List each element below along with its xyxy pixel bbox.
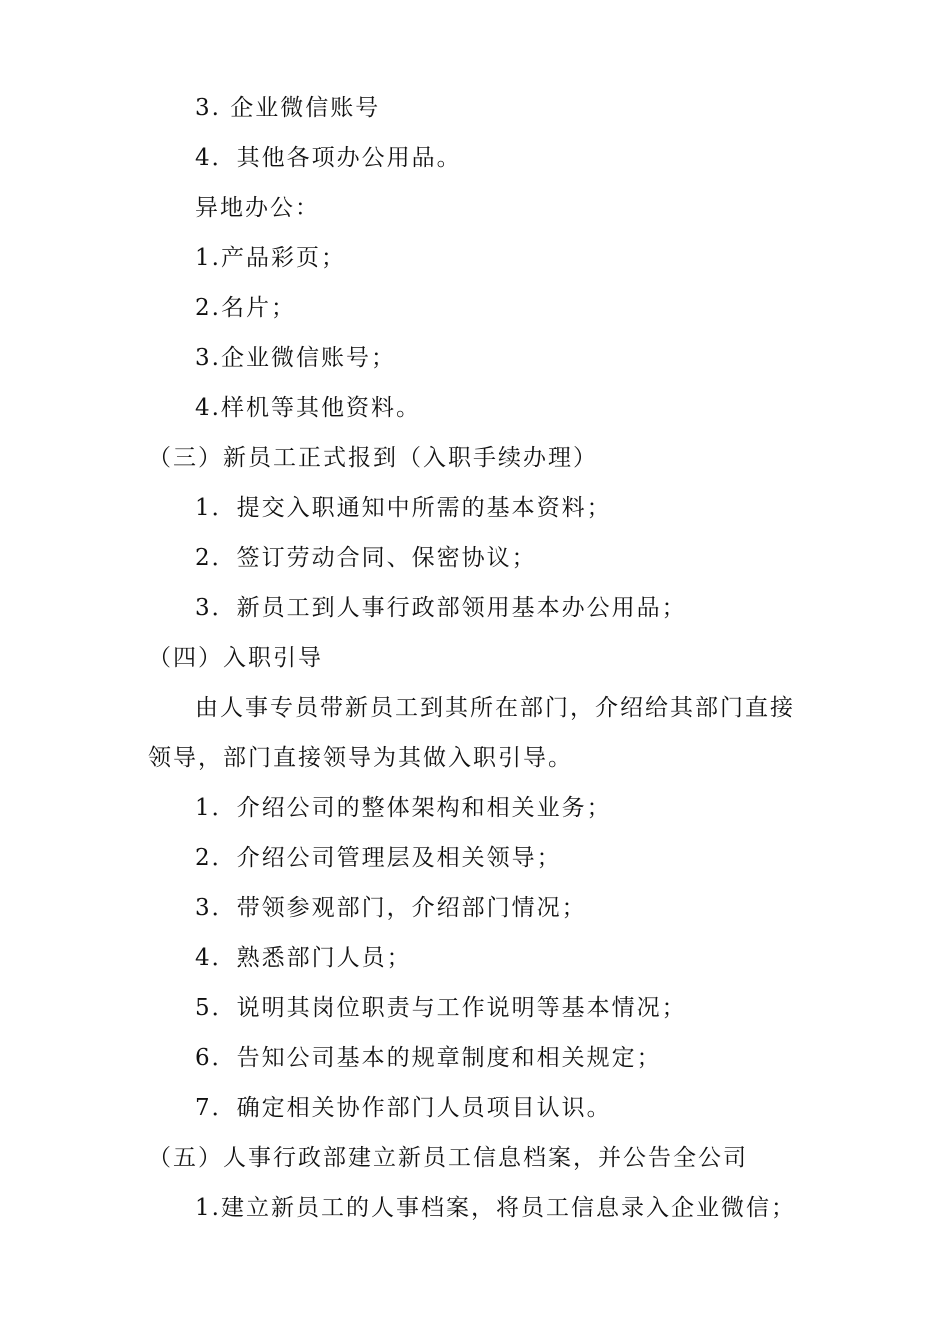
text-line: 4.样机等其他资料。: [195, 395, 421, 421]
text-line: 3.企业微信账号；: [195, 345, 396, 371]
text-line: 3．带领参观部门，介绍部门情况；: [195, 895, 587, 921]
text-line: 2．介绍公司管理层及相关领导；: [195, 845, 562, 871]
text-line: 1．提交入职通知中所需的基本资料；: [195, 495, 612, 521]
text-line: 1．介绍公司的整体架构和相关业务；: [195, 795, 612, 821]
text-line: 7．确定相关协作部门人员项目认识。: [195, 1095, 612, 1121]
paragraph-line: 由人事专员带新员工到其所在部门，介绍给其部门直接: [195, 695, 795, 721]
section-heading: （五）人事行政部建立新员工信息档案，并公告全公司: [148, 1145, 748, 1171]
text-line: 3. 企业微信账号: [195, 95, 381, 121]
text-line: 3．新员工到人事行政部领用基本办公用品；: [195, 595, 687, 621]
section-heading: （四）入职引导: [148, 645, 323, 671]
text-line: 6．告知公司基本的规章制度和相关规定；: [195, 1045, 662, 1071]
text-line: 异地办公：: [195, 195, 320, 221]
text-line: 1.产品彩页；: [195, 245, 346, 271]
section-heading: （三）新员工正式报到（入职手续办理）: [148, 445, 598, 471]
text-line: 4．熟悉部门人员；: [195, 945, 412, 971]
text-line: 4．其他各项办公用品。: [195, 145, 462, 171]
text-line: 2．签订劳动合同、保密协议；: [195, 545, 537, 571]
text-line: 5．说明其岗位职责与工作说明等基本情况；: [195, 995, 687, 1021]
text-line: 1.建立新员工的人事档案，将员工信息录入企业微信；: [195, 1195, 796, 1221]
text-line: 2.名片；: [195, 295, 296, 321]
paragraph-line: 领导，部门直接领导为其做入职引导。: [148, 745, 573, 771]
